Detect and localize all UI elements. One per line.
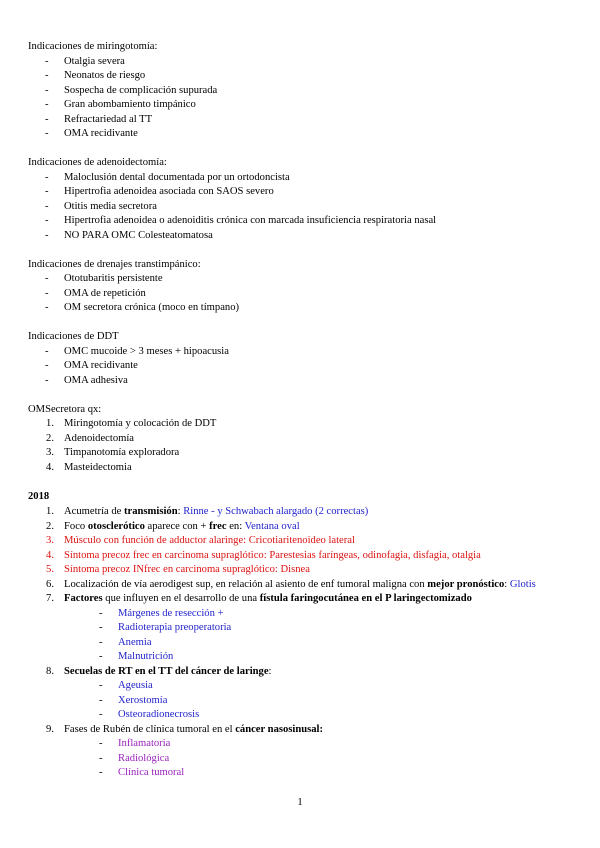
answer: Glotis (509, 578, 536, 590)
bullet-dash: - (99, 738, 103, 749)
sub-item: - Anemia (28, 636, 583, 651)
sub-item: - Clínica tumoral (28, 766, 583, 781)
bullet-dash: - (45, 186, 49, 197)
bullet-dash: - (99, 622, 103, 633)
list-item: - Refractariedad al TT (28, 113, 583, 128)
section-omsecretora (28, 403, 583, 476)
list-item: - Hipertrofia adenoidea o adenoiditis crónica con marcada insuficiencia respiratoria nasal (28, 214, 583, 229)
sub-item: - Radioterapia preoperatoria (28, 621, 583, 636)
section-ddt (28, 330, 583, 388)
sub-item: - Radiológica (28, 752, 583, 767)
question-3: 3. Músculo con función de adductor alaringe: Cricotiaritenoideo lateral (46, 535, 355, 546)
bullet-dash: - (45, 55, 49, 67)
section-heading: Indicaciones de drenajes transtimpánico: (28, 258, 201, 270)
list-item: - Gran abombamiento timpánico (28, 98, 583, 113)
question-7: 7. Factores que influyen en el desarrollo de una fístula faringocutánea en el P laringectomizado (46, 593, 472, 604)
question-8: 8. Secuelas de RT en el TT del cáncer de laringe: (46, 665, 272, 677)
page-number: 1 (297, 797, 303, 808)
question-1: 1. Acumetría de transmisión: Rinne - y Schwabach alargado (2 correctas) (46, 506, 369, 517)
list-item: - OMC mucoide > 3 meses + hipoacusia (28, 345, 583, 360)
bullet-dash: - (45, 84, 49, 96)
bullet-dash: - (45, 215, 49, 226)
section-drenajes (28, 258, 583, 316)
bullet-dash: - (45, 171, 49, 183)
question-4: 4. Síntoma precoz frec en carcinoma supraglótico: Parestesias faríngeas, odinofagia, disfagia, otalgia (46, 549, 481, 561)
list-item: - OMA adhesiva (28, 374, 583, 389)
bullet-dash: - (45, 360, 49, 371)
answer: Ventana oval (244, 520, 300, 532)
bullet-dash: - (99, 709, 103, 720)
answer: Rinne - y Schwabach alargado (2 correctas) (183, 506, 369, 517)
list-item: - Hipertrofia adenoidea asociada con SAOS severo (28, 185, 583, 200)
bullet-dash: - (45, 302, 49, 313)
bullet-dash: - (45, 229, 49, 241)
section-heading: Indicaciones de adenoidectomía: (28, 157, 167, 168)
item-number: 3. (46, 447, 54, 458)
list-item: - Neonatos de riesgo (28, 69, 583, 84)
bullet-dash: - (45, 128, 49, 139)
section-heading: Indicaciones de miringotomía: (28, 41, 158, 52)
question-9: 9. Fases de Rubén de clínica tumoral en el cáncer nasosinusal: (46, 723, 324, 735)
list-item: - OMA de repetición (28, 287, 583, 302)
list-item: - Sospecha de complicación supurada (28, 84, 583, 99)
sub-item: - Malnutrición (28, 650, 583, 665)
bullet-dash: - (45, 374, 49, 386)
ordered-item: 3. Timpanotomía exploradora (28, 446, 583, 461)
list-item: - NO PARA OMC Colesteatomatosa (28, 229, 583, 244)
bullet-dash: - (45, 99, 49, 110)
item-number: 2. (46, 432, 54, 444)
sub-item: - Márgenes de resección + (28, 607, 583, 622)
bullet-dash: - (99, 767, 103, 778)
item-number: 1. (46, 418, 54, 429)
ordered-item: 1. Miringotomía y colocación de DDT (28, 417, 583, 432)
question-2: 2. Foco otosclerótico aparece con + frec en: Ventana oval (46, 520, 300, 532)
bullet-dash: - (99, 680, 103, 691)
bullet-dash: - (99, 607, 103, 619)
list-item: - Ototubaritis persistente (28, 272, 583, 287)
year-heading: 2018 (28, 490, 50, 502)
list-item: - OMA recidivante (28, 127, 583, 142)
list-item: - OM secretora crónica (moco en tímpano) (28, 301, 583, 316)
bullet-dash: - (45, 200, 49, 212)
sub-item: - Xerostomía (28, 694, 583, 709)
list-item: - OMA recidivante (28, 359, 583, 374)
sub-item: - Ageusia (28, 679, 583, 694)
section-miringotomia (28, 40, 583, 142)
bullet-dash: - (45, 273, 49, 284)
item-number: 4. (46, 461, 54, 473)
sub-item: - Osteoradionecrosis (28, 708, 583, 723)
list-item: - Otalgia severa (28, 55, 583, 70)
ordered-item: 2. Adenoidectomía (28, 432, 583, 447)
section-2018 (28, 490, 583, 781)
bullet-dash: - (99, 694, 103, 706)
question-5: 5. Síntoma precoz INfrec en carcinoma supraglótico: Disnea (46, 564, 310, 575)
ordered-item: 4. Masteidectomia (28, 461, 583, 476)
bullet-dash: - (45, 113, 49, 125)
bullet-dash: - (45, 70, 49, 81)
question-6: 6. Localización de vía aerodigest sup, en relación al asiento de enf tumoral maligna con mejor pronóstico: Glotis (46, 578, 536, 590)
section-adenoidectomia (28, 156, 583, 243)
section-heading: Indicaciones de DDT (28, 331, 119, 342)
bullet-dash: - (45, 345, 49, 357)
bullet-dash: - (45, 287, 49, 299)
sub-item: - Inflamatoria (28, 737, 583, 752)
document-page (28, 40, 583, 795)
bullet-dash: - (99, 752, 103, 764)
section-heading: OMSecretora qx: (28, 403, 102, 415)
bullet-dash: - (99, 651, 103, 662)
list-item: - Maloclusión dental documentada por un ortodoncista (28, 171, 583, 186)
bullet-dash: - (99, 636, 103, 648)
list-item: - Otitis media secretora (28, 200, 583, 215)
